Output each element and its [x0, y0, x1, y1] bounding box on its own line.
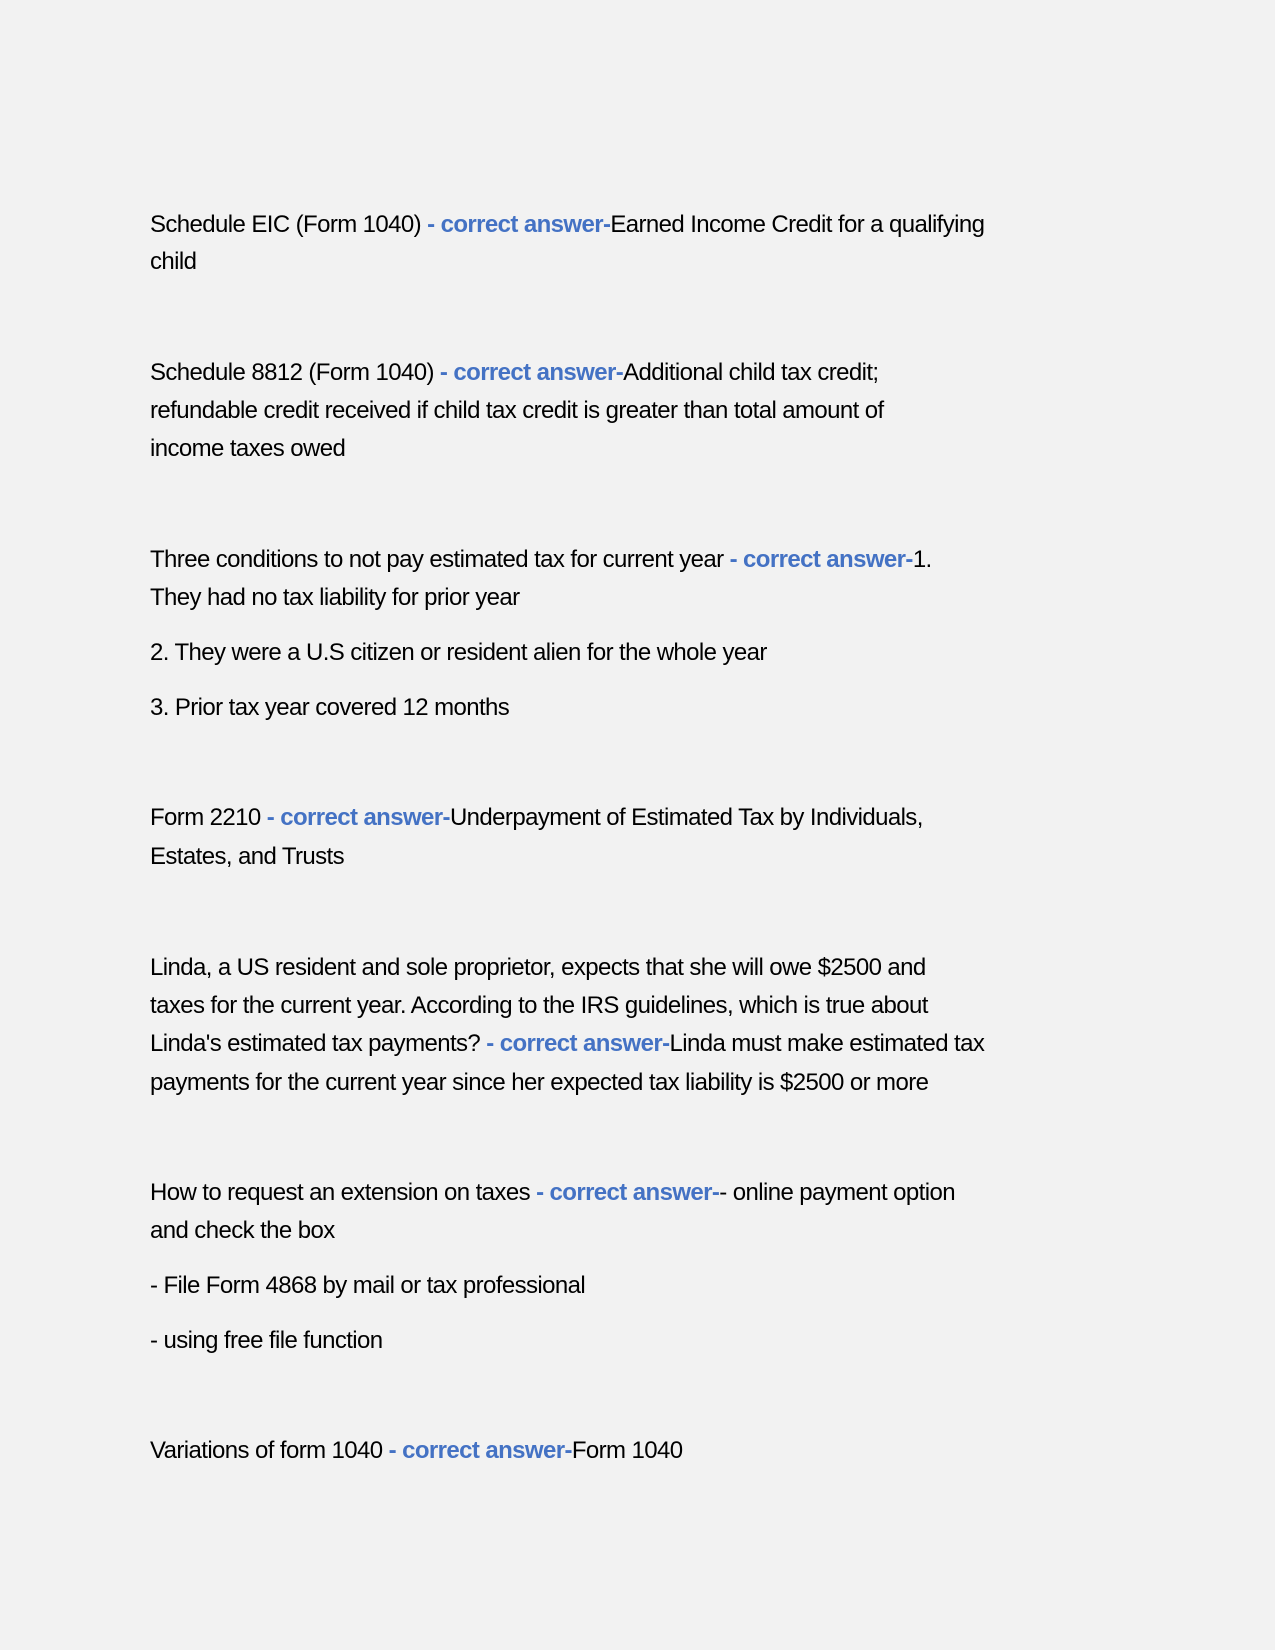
qa-line — [150, 358, 879, 388]
answer-marker: - correct answer- — [536, 1179, 720, 1206]
question-line: Linda, a US resident and sole proprietor, expects that she will owe $2500 and — [150, 954, 926, 981]
answer-marker: - correct answer- — [427, 211, 611, 238]
answer-text: 1. — [912, 546, 932, 573]
answer-continuation: payments for the current year since her expected tax liability is $2500 or more — [150, 1069, 929, 1096]
answer-text: - online payment option — [719, 1179, 955, 1206]
question-line: taxes for the current year. According to the IRS guidelines, which is true about — [150, 992, 928, 1019]
answer-list-item: 2. They were a U.S citizen or resident alien for the whole year — [150, 639, 767, 666]
question-text: Linda's estimated tax payments? — [150, 1030, 481, 1057]
qa-line — [150, 210, 984, 240]
answer-list-item: - File Form 4868 by mail or tax professional — [150, 1272, 586, 1299]
answer-continuation: refundable credit received if child tax credit is greater than total amount of — [150, 397, 884, 424]
qa-line — [150, 545, 932, 575]
qa-line — [150, 1178, 955, 1208]
answer-marker: - correct answer- — [486, 1030, 670, 1057]
answer-continuation: and check the box — [150, 1217, 335, 1244]
answer-list-item: 3. Prior tax year covered 12 months — [150, 694, 510, 721]
answer-continuation: They had no tax liability for prior year — [150, 584, 520, 611]
answer-list-item: - using free file function — [150, 1327, 383, 1354]
answer-marker: - correct answer- — [439, 359, 624, 386]
answer-marker: - correct answer- — [388, 1437, 572, 1464]
question-text: Variations of form 1040 — [150, 1437, 383, 1464]
question-text: Three conditions to not pay estimated tax for current year — [150, 546, 724, 573]
qa-line — [150, 803, 923, 833]
qa-line — [150, 1029, 984, 1059]
answer-text: Earned Income Credit for a qualifying — [610, 211, 985, 238]
answer-continuation: Estates, and Trusts — [150, 843, 345, 870]
question-text: Form 2210 — [150, 804, 261, 831]
answer-continuation: income taxes owed — [150, 435, 346, 462]
answer-text: Linda must make estimated tax — [669, 1030, 985, 1057]
question-text: Schedule EIC (Form 1040) — [150, 211, 422, 238]
answer-marker: - correct answer- — [266, 804, 450, 831]
answer-text: Additional child tax credit; — [623, 359, 879, 386]
answer-continuation: child — [150, 248, 197, 275]
qa-line — [150, 1436, 683, 1466]
question-text: How to request an extension on taxes — [150, 1179, 530, 1206]
answer-text: Form 1040 — [571, 1437, 683, 1464]
question-text: Schedule 8812 (Form 1040) — [150, 359, 434, 386]
answer-text: Underpayment of Estimated Tax by Individuals, — [449, 804, 923, 831]
answer-marker: - correct answer- — [729, 546, 913, 573]
